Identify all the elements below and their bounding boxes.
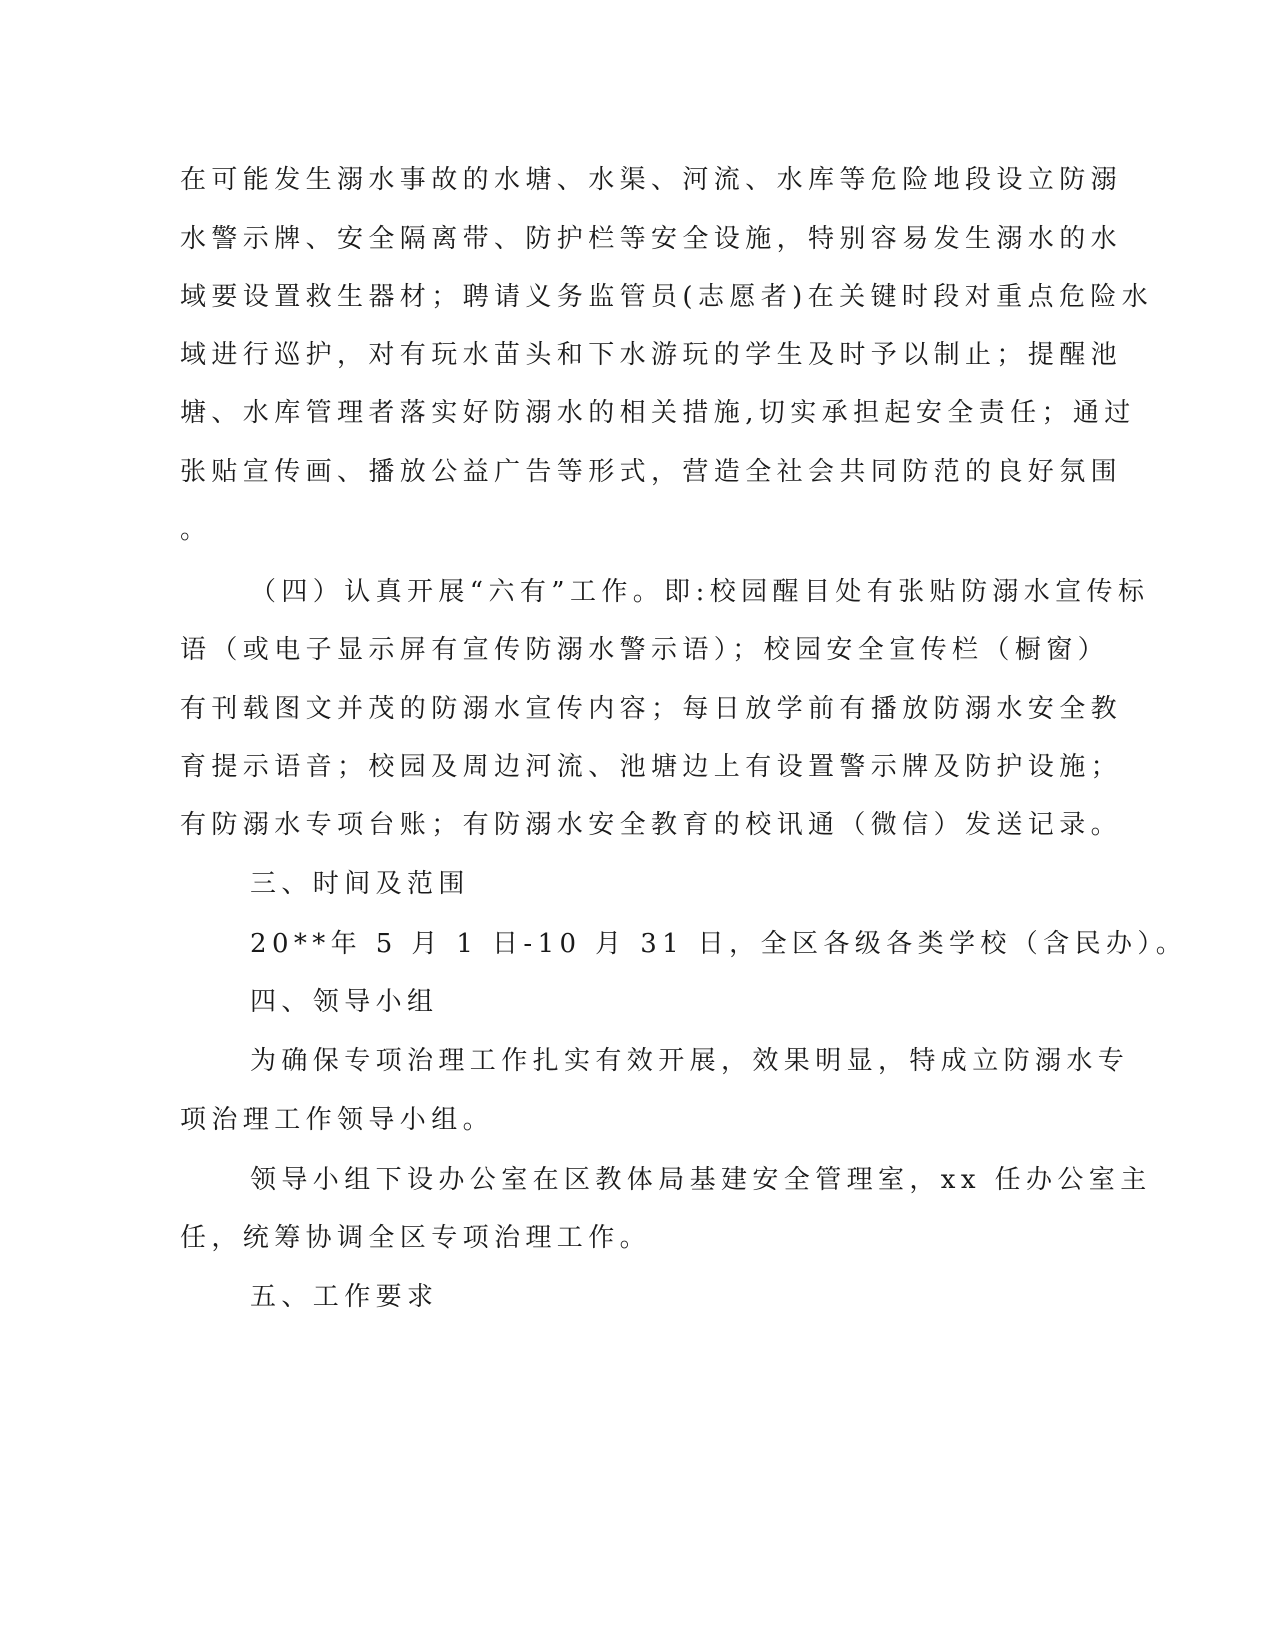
section-heading: 三、时间及范围 [250, 869, 470, 899]
paragraph-line: 。 [180, 515, 212, 545]
section-heading: 五、工作要求 [250, 1282, 439, 1312]
paragraph-line: （四）认真开展“六有”工作。即:校园醒目处有张贴防溺水宣传标 [250, 577, 1150, 607]
paragraph-line: 塘、水库管理者落实好防溺水的相关措施,切实承担起安全责任；通过 [180, 398, 1136, 428]
paragraph-line: 在可能发生溺水事故的水塘、水渠、河流、水库等危险地段设立防溺 [180, 165, 1123, 195]
paragraph-line: 有防溺水专项台账；有防溺水安全教育的校讯通（微信）发送记录。 [180, 810, 1123, 840]
paragraph-line: 域进行巡护，对有玩水苗头和下水游玩的学生及时予以制止；提醒池 [180, 340, 1123, 370]
paragraph-line: 育提示语音；校园及周边河流、池塘边上有设置警示牌及防护设施； [180, 752, 1123, 782]
paragraph-line: 领导小组下设办公室在区教体局基建安全管理室，xx 任办公室主 [250, 1165, 1152, 1195]
paragraph-line: 20**年 5 月 1 日-10 月 31 日，全区各级各类学校（含民办）。 [250, 929, 1188, 959]
paragraph-line: 项治理工作领导小组。 [180, 1105, 495, 1135]
paragraph-line: 语（或电子显示屏有宣传防溺水警示语）；校园安全宣传栏（橱窗） [180, 635, 1110, 665]
paragraph-line: 域要设置救生器材；聘请义务监管员(志愿者)在关键时段对重点危险水 [180, 282, 1154, 312]
paragraph-line: 张贴宣传画、播放公益广告等形式，营造全社会共同防范的良好氛围 [180, 457, 1123, 487]
section-heading: 四、领导小组 [250, 987, 439, 1017]
paragraph-line: 为确保专项治理工作扎实有效开展，效果明显，特成立防溺水专 [250, 1046, 1130, 1076]
paragraph-line: 有刊载图文并茂的防溺水宣传内容；每日放学前有播放防溺水安全教 [180, 694, 1123, 724]
paragraph-line: 任，统筹协调全区专项治理工作。 [180, 1223, 652, 1253]
paragraph-line: 水警示牌、安全隔离带、防护栏等安全设施，特别容易发生溺水的水 [180, 224, 1123, 254]
